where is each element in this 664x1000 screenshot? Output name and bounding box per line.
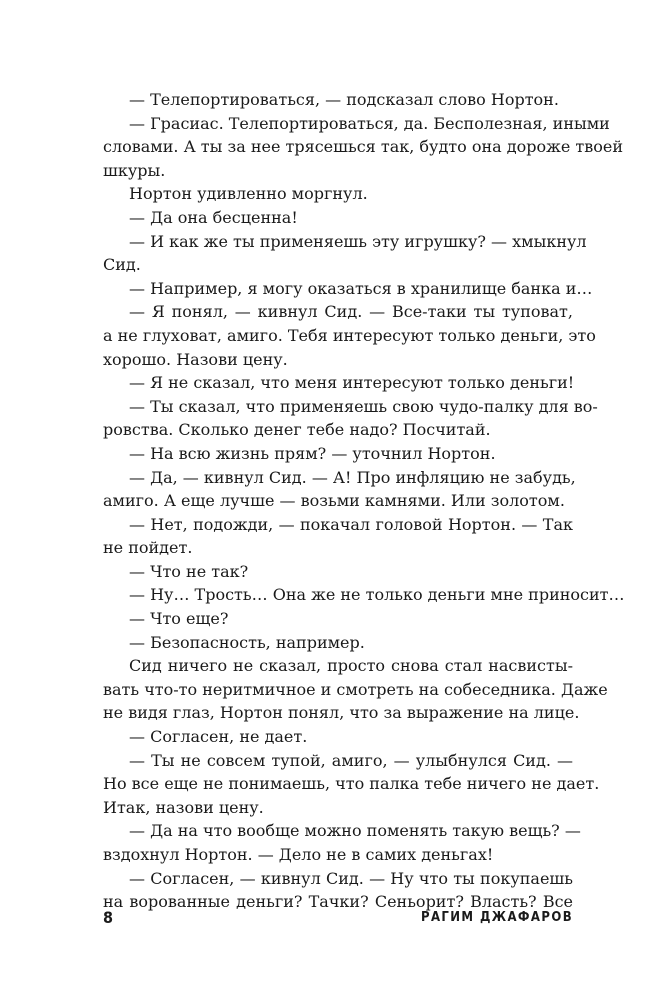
text-line: шкуры. <box>103 160 166 180</box>
text-line: словами. А ты за нее трясешься так, будто она дороже твоей <box>103 137 624 157</box>
text-line: — На всю жизнь прям? — уточнил Нортон. <box>129 443 496 463</box>
page-footer <box>103 908 573 932</box>
text-line: амиго. А еще лучше — возьми камнями. Или золотом. <box>103 491 565 511</box>
text-line: вздохнул Нортон. — Дело не в самих деньгах! <box>103 845 494 864</box>
page-number: 8 <box>103 908 114 927</box>
text-line: не видя глаз, Нортон понял, что за выражение на лице. <box>103 703 580 723</box>
text-line: хорошо. Назови цену. <box>103 349 288 369</box>
text-line: Нортон удивленно моргнул. <box>129 184 368 204</box>
text-line: — Я не сказал, что меня интересуют только деньги! <box>129 373 575 393</box>
text-line: — Ты не совсем тупой, амиго, — улыбнулся Сид. — <box>129 750 573 770</box>
text-line: Итак, назови цену. <box>103 797 264 817</box>
text-line: — Что еще? <box>129 609 229 629</box>
text-line: — И как же ты применяешь эту игрушку? — хмыкнул <box>129 231 587 251</box>
text-line: — Ты сказал, что применяешь свою чудо-палку для во- <box>129 396 598 416</box>
text-line: Сид ничего не сказал, просто снова стал насвисты- <box>129 656 573 676</box>
text-line: — Я понял, — кивнул Сид. — Все-таки ты туповат, <box>129 302 573 322</box>
text-line: Сид. <box>103 255 141 275</box>
text-line: — Да, — кивнул Сид. — А! Про инфляцию не забудь, <box>129 467 576 487</box>
text-line: — Что не так? <box>129 561 249 581</box>
text-line: — Согласен, — кивнул Сид. — Ну что ты покупаешь <box>129 868 573 888</box>
text-line: вать что-то неритмичное и смотреть на собеседника. Даже <box>103 679 608 699</box>
text-line: — Нет, подожди, — покачал головой Нортон. — Так <box>129 514 573 534</box>
text-line: — Согласен, не дает. <box>129 727 308 747</box>
text-line: — Безопасность, например. <box>129 632 365 652</box>
body-text <box>103 88 625 914</box>
text-line: на ворованные деньги? Тачки? Сеньорит? Власть? Все <box>103 892 573 912</box>
text-line: Но все еще не понимаешь, что палка тебе ничего не дает. <box>103 774 600 794</box>
running-head-author: РАГИМ ДЖАФАРОВ <box>420 910 573 925</box>
text-line: — Например, я могу оказаться в хранилище банка и… <box>129 278 593 298</box>
text-line: ровства. Сколько денег тебе надо? Посчитай. <box>103 420 491 440</box>
text-line: — Ну… Трость… Она же не только деньги мне приносит… <box>129 585 625 605</box>
text-line: — Телепортироваться, — подсказал слово Нортон. <box>129 90 559 109</box>
text-line: не пойдет. <box>103 538 193 558</box>
text-line: — Да она бесценна! <box>129 207 298 227</box>
text-line: — Грасиас. Телепортироваться, да. Бесполезная, иными <box>129 113 610 133</box>
text-line: а не глуховат, амиго. Тебя интересуют только деньги, это <box>103 325 596 345</box>
text-line: — Да на что вообще можно поменять такую вещь? — <box>129 821 581 841</box>
